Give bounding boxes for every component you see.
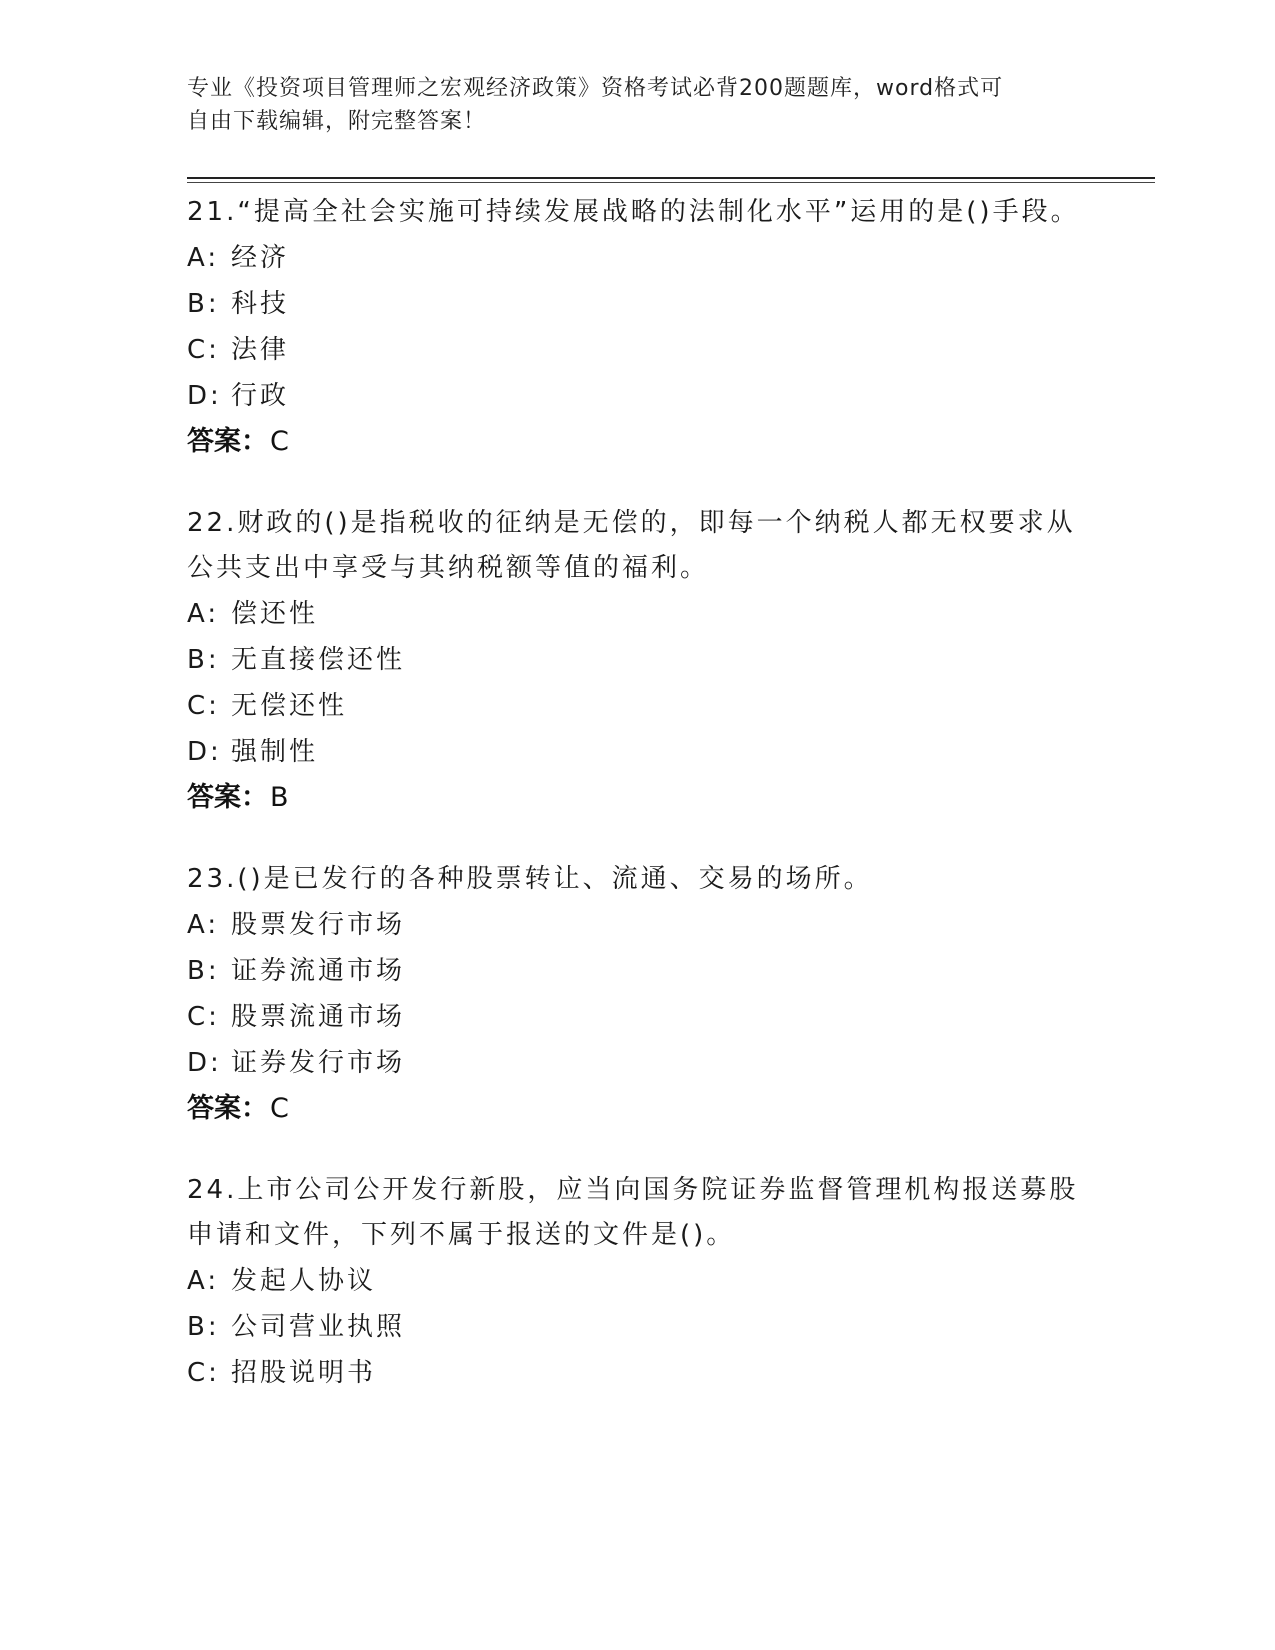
- option-letter: C:: [187, 1358, 220, 1388]
- option-letter: B:: [187, 289, 220, 319]
- option-c: [187, 327, 1087, 373]
- option-list: [187, 1258, 1087, 1396]
- option-c: [187, 1350, 1087, 1396]
- option-text: 偿还性: [231, 599, 319, 629]
- option-a: [187, 591, 1087, 637]
- option-a: [187, 1258, 1087, 1304]
- option-text: 股票流通市场: [231, 1002, 406, 1032]
- option-letter: B:: [187, 956, 220, 986]
- option-letter: A:: [187, 599, 220, 629]
- option-letter: A:: [187, 910, 220, 940]
- answer-label: 答案：: [187, 1093, 268, 1124]
- answer-label: 答案：: [187, 782, 268, 813]
- question-stem: 24.上市公司公开发行新股，应当向国务院证券监督管理机构报送募股申请和文件，下列不属于报送的文件是()。: [187, 1175, 1079, 1250]
- question-stem: 21.“提高全社会实施可持续发展战略的法制化水平”运用的是()手段。: [187, 197, 1080, 227]
- option-text: 法律: [231, 335, 290, 365]
- option-text: 无直接偿还性: [231, 645, 406, 675]
- option-list: [187, 591, 1087, 775]
- option-list: [187, 902, 1087, 1086]
- option-letter: A:: [187, 243, 220, 273]
- option-b: [187, 948, 1087, 994]
- answer-value: C: [270, 1093, 289, 1124]
- option-letter: C:: [187, 691, 220, 721]
- document-header: [187, 72, 1077, 138]
- header-divider-thin: [187, 182, 1155, 183]
- option-text: 发起人协议: [231, 1266, 377, 1296]
- option-b: [187, 637, 1087, 683]
- answer-value: B: [270, 782, 289, 813]
- option-b: [187, 281, 1087, 327]
- option-letter: D:: [187, 1048, 222, 1078]
- option-text: 强制性: [231, 737, 319, 767]
- option-text: 证券流通市场: [231, 956, 406, 986]
- option-text: 经济: [231, 243, 290, 273]
- option-letter: C:: [187, 335, 220, 365]
- option-letter: A:: [187, 1266, 220, 1296]
- option-b: [187, 1304, 1087, 1350]
- answer-line: [187, 775, 1087, 821]
- header-line-1: 专业《投资项目管理师之宏观经济政策》资格考试必背200题题库，word格式可: [187, 76, 1004, 101]
- option-c: [187, 994, 1087, 1040]
- question-list: [187, 190, 1087, 1432]
- question-21: [187, 190, 1087, 465]
- option-text: 科技: [231, 289, 290, 319]
- option-d: [187, 1040, 1087, 1086]
- header-divider-thick: [187, 177, 1155, 179]
- option-c: [187, 683, 1087, 729]
- option-text: 股票发行市场: [231, 910, 406, 940]
- option-d: [187, 373, 1087, 419]
- option-text: 行政: [231, 381, 290, 411]
- option-a: [187, 902, 1087, 948]
- option-letter: D:: [187, 381, 222, 411]
- question-stem: 23.()是已发行的各种股票转让、流通、交易的场所。: [187, 864, 873, 894]
- option-d: [187, 729, 1087, 775]
- option-text: 证券发行市场: [231, 1048, 406, 1078]
- option-letter: C:: [187, 1002, 220, 1032]
- option-letter: B:: [187, 1312, 220, 1342]
- option-text: 无偿还性: [231, 691, 348, 721]
- answer-label: 答案：: [187, 426, 268, 457]
- question-24: [187, 1168, 1087, 1396]
- question-stem: 22.财政的()是指税收的征纳是无偿的，即每一个纳税人都无权要求从公共支出中享受与其纳税额等值的福利。: [187, 508, 1076, 583]
- option-text: 招股说明书: [231, 1358, 377, 1388]
- question-23: [187, 857, 1087, 1132]
- answer-line: [187, 419, 1087, 465]
- answer-line: [187, 1086, 1087, 1132]
- header-line-2: 自由下载编辑，附完整答案！: [187, 109, 487, 134]
- answer-value: C: [270, 426, 289, 457]
- option-letter: D:: [187, 737, 222, 767]
- option-list: [187, 235, 1087, 419]
- option-text: 公司营业执照: [231, 1312, 406, 1342]
- option-a: [187, 235, 1087, 281]
- option-letter: B:: [187, 645, 220, 675]
- question-22: [187, 501, 1087, 821]
